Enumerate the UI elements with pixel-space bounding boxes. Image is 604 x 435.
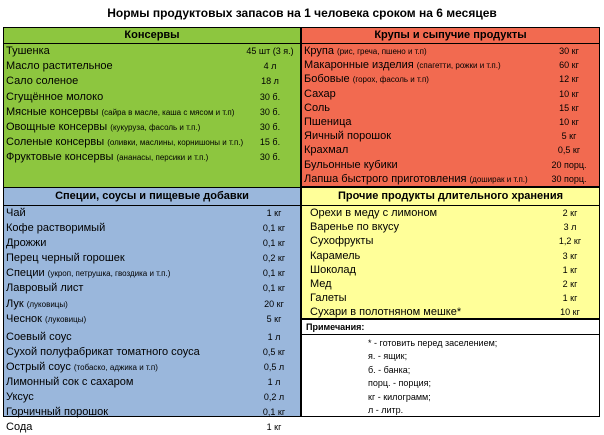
list-item [4, 281, 300, 296]
item-name [310, 277, 332, 291]
list-item [302, 305, 599, 319]
item-name-text: Яичный порошок [304, 130, 392, 143]
item-quantity: 1 л [267, 331, 281, 342]
other-section [301, 187, 600, 319]
notes-section [301, 319, 600, 417]
list-item [4, 405, 300, 420]
item-name [6, 266, 170, 281]
note-item: л - литр. [368, 404, 404, 415]
item-name-text: Чеснок [6, 312, 42, 325]
item-quantity: 0,1 кг [262, 407, 286, 418]
item-name [310, 305, 461, 319]
item-name-text: Сало соленое [6, 75, 79, 88]
item-name [6, 44, 50, 59]
item-name-text: Сахар [304, 87, 336, 100]
item-name [310, 263, 356, 277]
item-quantity: 30 порц. [551, 173, 587, 184]
list-item [4, 312, 300, 327]
list-item [4, 221, 300, 236]
item-name [304, 87, 336, 101]
groats-section [301, 27, 600, 187]
item-quantity: 0,1 кг [262, 268, 286, 279]
item-name [6, 420, 32, 435]
item-note: (луковицы) [26, 299, 68, 309]
list-item [4, 345, 300, 360]
item-name-text: Перец черный горошек [6, 252, 125, 265]
item-quantity: 10 кг [559, 116, 579, 127]
item-name-text: Шоколад [310, 263, 356, 276]
item-quantity: 3 кг [562, 250, 578, 261]
item-quantity: 15 кг [559, 102, 579, 113]
item-name-text: Чай [6, 207, 26, 219]
list-item [302, 72, 599, 86]
item-name [6, 251, 125, 266]
item-quantity: 1 кг [266, 208, 282, 218]
item-name [6, 297, 68, 312]
item-name [310, 220, 399, 234]
list-item [302, 249, 599, 263]
note-item: я. - ящик; [368, 351, 408, 362]
item-name-text: Кофе растворимый [6, 222, 106, 235]
item-name [6, 390, 34, 405]
list-item [302, 277, 599, 291]
list-item [302, 263, 599, 277]
item-note: (оливки, маслины, корнишоны и т.п.) [107, 138, 244, 148]
item-name [304, 115, 352, 129]
item-name-text: Бобовые [304, 73, 350, 86]
item-name [6, 90, 103, 105]
item-name-text: Сухари в полотняном мешке* [310, 306, 462, 319]
list-item [302, 101, 599, 115]
list-item [302, 291, 599, 305]
list-item [302, 220, 599, 234]
item-quantity: 12 кг [559, 74, 579, 85]
page-title: Нормы продуктовых запасов на 1 человека сроком на 6 месяцев [107, 6, 497, 20]
item-name-text: Сухой полуфабрикат томатного соуса [6, 345, 200, 358]
list-item [4, 74, 300, 89]
item-quantity: 0,2 л [263, 392, 285, 403]
item-quantity: 10 кг [559, 88, 579, 99]
list-item [302, 87, 599, 101]
item-name-text: Сгущённое молоко [6, 90, 104, 103]
notes-header: Примечания: [302, 320, 599, 335]
item-name-text: Лук [6, 297, 24, 310]
spices-section [3, 187, 301, 434]
item-name [6, 330, 72, 345]
item-note: (спагетти, рожки и т.п.) [416, 61, 501, 71]
spices-header: Специи, соусы и пищевые добавки [4, 188, 300, 206]
item-quantity: 20 кг [264, 298, 284, 309]
list-item [4, 297, 300, 312]
item-name-text: Лавровый лист [6, 282, 84, 295]
item-name-text: Соленые консервы [6, 136, 105, 149]
item-name [304, 129, 391, 143]
item-quantity: 60 кг [559, 60, 579, 71]
item-name [310, 291, 347, 305]
item-note: (укроп, петрушка, гвоздика и т.п.) [47, 269, 171, 279]
item-name [6, 74, 78, 89]
other-list [302, 206, 599, 320]
item-name [310, 206, 437, 220]
item-quantity: 4 л [263, 61, 277, 72]
item-quantity: 30 кг [559, 46, 579, 56]
item-name [6, 120, 200, 135]
list-item [4, 420, 300, 435]
item-name-text: Тушенка [6, 45, 50, 57]
item-name [6, 221, 105, 236]
list-item [4, 105, 300, 120]
list-item [302, 206, 599, 220]
item-name [304, 72, 429, 87]
item-name [304, 101, 330, 115]
item-quantity: 18 л [261, 76, 279, 87]
groats-header: Крупы и сыпучие продукты [302, 28, 599, 44]
item-name-text: Фруктовые консервы [6, 151, 114, 164]
item-note: (рис, греча, пшено и т.п) [337, 47, 427, 56]
item-name [304, 158, 398, 172]
item-quantity: 0,1 кг [262, 223, 286, 234]
item-name-text: Специи [6, 267, 45, 280]
item-name [304, 172, 528, 187]
note-item: кг - килограмм; [368, 391, 431, 402]
item-name-text: Варенье по вкусу [310, 221, 399, 234]
item-name-text: Лапша быстрого приготовления [304, 172, 467, 185]
list-item [4, 390, 300, 405]
item-name [6, 405, 108, 420]
item-name [6, 281, 83, 296]
item-quantity: 1 кг [562, 264, 578, 275]
list-item [4, 330, 300, 345]
item-name-text: Масло растительное [6, 60, 113, 73]
canned-list [4, 44, 300, 166]
item-name-text: Соль [304, 101, 330, 114]
item-quantity: 0,1 кг [262, 238, 286, 249]
spices-list [4, 206, 300, 435]
item-quantity: 15 б. [259, 137, 281, 148]
item-name [310, 249, 360, 263]
item-quantity: 30 б. [259, 152, 281, 163]
item-name-text: Дрожжи [6, 237, 47, 250]
item-name [6, 236, 46, 251]
item-name [6, 59, 113, 74]
item-quantity: 20 порц. [551, 159, 587, 170]
item-name-text: Крупа [304, 45, 334, 57]
item-quantity: 0,1 кг [262, 283, 286, 294]
note-item: порц. - порция; [368, 378, 431, 389]
item-name-text: Лимонный сок с сахаром [6, 376, 134, 389]
item-name-text: Соевый соус [6, 330, 72, 343]
item-name [304, 58, 501, 73]
item-name [6, 375, 133, 390]
list-item [4, 59, 300, 74]
item-quantity: 0,5 кг [262, 346, 286, 357]
item-quantity: 1,2 кг [558, 236, 582, 247]
list-item [4, 120, 300, 135]
item-name [6, 360, 158, 375]
item-note: (луковицы) [45, 314, 87, 324]
item-quantity: 0,5 кг [557, 145, 581, 156]
item-quantity: 5 кг [266, 313, 282, 324]
item-quantity: 3 л [563, 222, 577, 233]
item-name [6, 345, 200, 360]
note-item: б. - банка; [368, 364, 411, 375]
item-name-text: Сода [6, 421, 33, 434]
list-item [4, 44, 300, 59]
item-name [6, 105, 234, 120]
groats-list [302, 44, 599, 186]
canned-header: Консервы [4, 28, 300, 44]
item-name-text: Крахмал [304, 144, 349, 157]
list-item [4, 266, 300, 281]
item-quantity: 2 кг [562, 208, 578, 218]
list-item [4, 375, 300, 390]
item-name-text: Бульонные кубики [304, 158, 398, 171]
item-note: (горох, фасоль и т.п) [352, 75, 429, 85]
item-name-text: Овощные консервы [6, 120, 108, 133]
item-name-text: Пшеница [304, 115, 352, 128]
item-name-text: Мясные консервы [6, 105, 99, 118]
item-name [304, 44, 427, 59]
list-item [302, 234, 599, 248]
item-note: (ананасы, персики и т.п.) [116, 153, 209, 163]
item-name [6, 150, 208, 165]
list-item [4, 135, 300, 150]
item-name [310, 234, 373, 248]
item-quantity: 1 л [267, 377, 281, 388]
list-item [302, 115, 599, 129]
item-name-text: Мед [310, 277, 332, 290]
list-item [4, 150, 300, 165]
item-name [6, 312, 86, 327]
item-quantity: 30 б. [259, 106, 281, 117]
item-quantity: 2 кг [562, 278, 578, 289]
notes-list [302, 335, 599, 417]
list-item [4, 90, 300, 105]
list-item [4, 251, 300, 266]
item-quantity: 0,5 л [263, 361, 285, 372]
list-item [4, 360, 300, 375]
item-name-text: Галеты [310, 292, 347, 305]
list-item [302, 58, 599, 72]
item-name [6, 135, 243, 150]
item-note: (кукуруза, фасоль и т.п.) [110, 122, 201, 132]
item-name-text: Орехи в меду с лимоном [310, 207, 438, 219]
item-quantity: 5 кг [561, 131, 577, 142]
item-name-text: Острый соус [6, 360, 71, 373]
list-item [302, 44, 599, 58]
other-header: Прочие продукты длительного хранения [302, 188, 599, 206]
item-name-text: Горчичный порошок [6, 406, 109, 419]
item-quantity: 45 шт (3 я.) [246, 46, 294, 56]
item-name-text: Уксус [6, 391, 34, 404]
list-item [302, 158, 599, 172]
item-quantity: 10 кг [560, 307, 580, 318]
list-item [4, 206, 300, 221]
list-item [302, 172, 599, 186]
list-item [4, 236, 300, 251]
item-note: (доширак и т.п.) [469, 174, 528, 184]
item-name-text: Макаронные изделия [304, 59, 414, 72]
item-name-text: Карамель [310, 249, 361, 262]
list-item [302, 129, 599, 143]
item-quantity: 1 кг [266, 422, 282, 433]
list-item [302, 143, 599, 157]
item-note: (тобаско, аджика и т.п) [73, 362, 158, 372]
item-name [6, 206, 26, 221]
note-item: * - готовить перед заселением; [368, 338, 498, 348]
item-quantity: 0,2 кг [262, 253, 286, 264]
item-quantity: 30 б. [259, 121, 281, 132]
item-name [304, 143, 348, 157]
item-note: (сайра в масле, каша с мясом и т.п) [101, 107, 235, 117]
item-quantity: 30 б. [259, 91, 281, 102]
item-quantity: 1 кг [562, 293, 578, 304]
item-name-text: Сухофрукты [310, 235, 374, 248]
canned-section [3, 27, 301, 195]
